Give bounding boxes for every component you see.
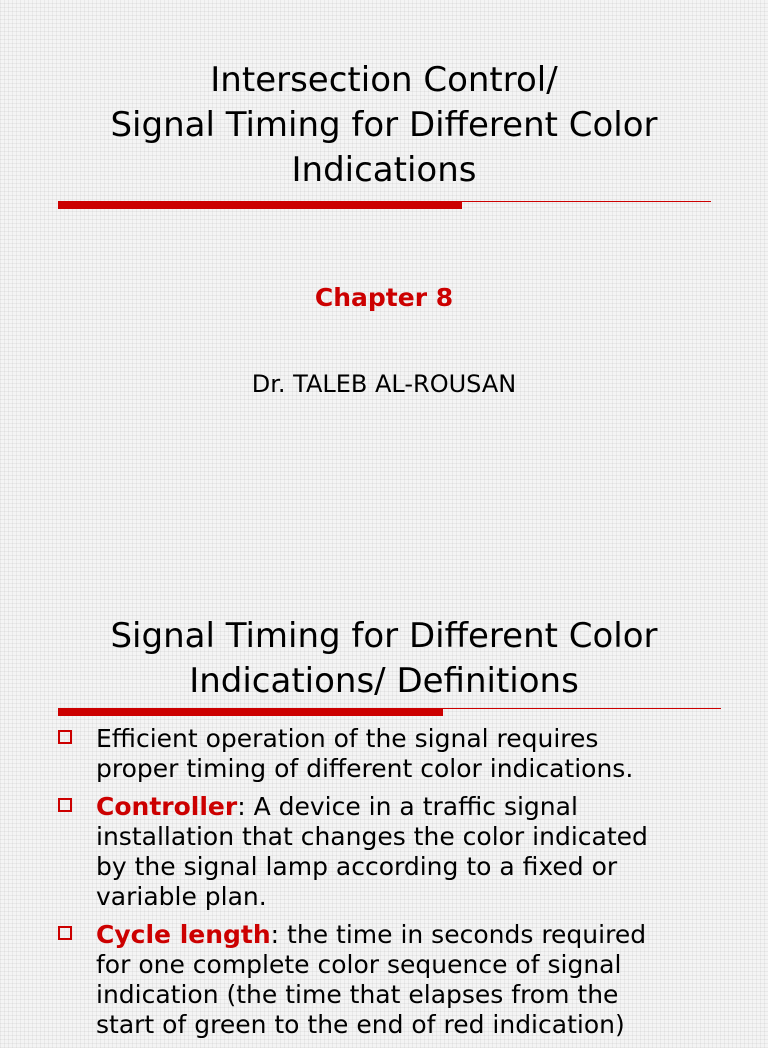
square-bullet-icon bbox=[58, 926, 72, 940]
title-divider-bar bbox=[58, 201, 462, 209]
list-item bbox=[56, 724, 724, 784]
bullet-text-line: : the time in seconds required bbox=[270, 920, 647, 949]
definitions-list bbox=[56, 724, 724, 1048]
list-item bbox=[56, 792, 724, 912]
title-line-2: Signal Timing for Different Color bbox=[110, 105, 658, 145]
definitions-divider-bar bbox=[58, 708, 443, 716]
bullet-text-line: variable plan. bbox=[96, 882, 267, 911]
term-cycle-length: Cycle length bbox=[96, 920, 271, 949]
list-item bbox=[56, 920, 724, 1040]
author-name: Dr. TALEB AL-ROUSAN bbox=[251, 370, 517, 398]
bullet-text-line: start of green to the end of red indication) bbox=[96, 1010, 625, 1039]
term-controller: Controller bbox=[96, 792, 238, 821]
chapter-label: Chapter 8 bbox=[314, 283, 454, 312]
bullet-text-line: by the signal lamp according to a fixed or bbox=[96, 852, 618, 881]
bullet-text-line: : A device in a traffic signal bbox=[237, 792, 578, 821]
square-bullet-icon bbox=[58, 730, 72, 744]
slide-title-heading bbox=[20, 58, 748, 193]
bullet-text-line: indication (the time that elapses from the bbox=[96, 980, 619, 1009]
slide-definitions bbox=[0, 590, 768, 1039]
definitions-title-line-2: Indications/ Definitions bbox=[189, 661, 579, 701]
title-line-3: Indications bbox=[291, 150, 477, 190]
bullet-text-line: for one complete color sequence of signal bbox=[96, 950, 622, 979]
title-line-1: Intersection Control/ bbox=[210, 60, 558, 100]
square-bullet-icon bbox=[58, 798, 72, 812]
bullet-text-line: proper timing of different color indications. bbox=[96, 754, 634, 783]
definitions-title-line-1: Signal Timing for Different Color bbox=[110, 616, 658, 656]
bullet-text-line: Efficient operation of the signal requires bbox=[96, 724, 599, 753]
definitions-heading bbox=[20, 614, 748, 704]
bullet-text-line: installation that changes the color indicated bbox=[96, 822, 648, 851]
